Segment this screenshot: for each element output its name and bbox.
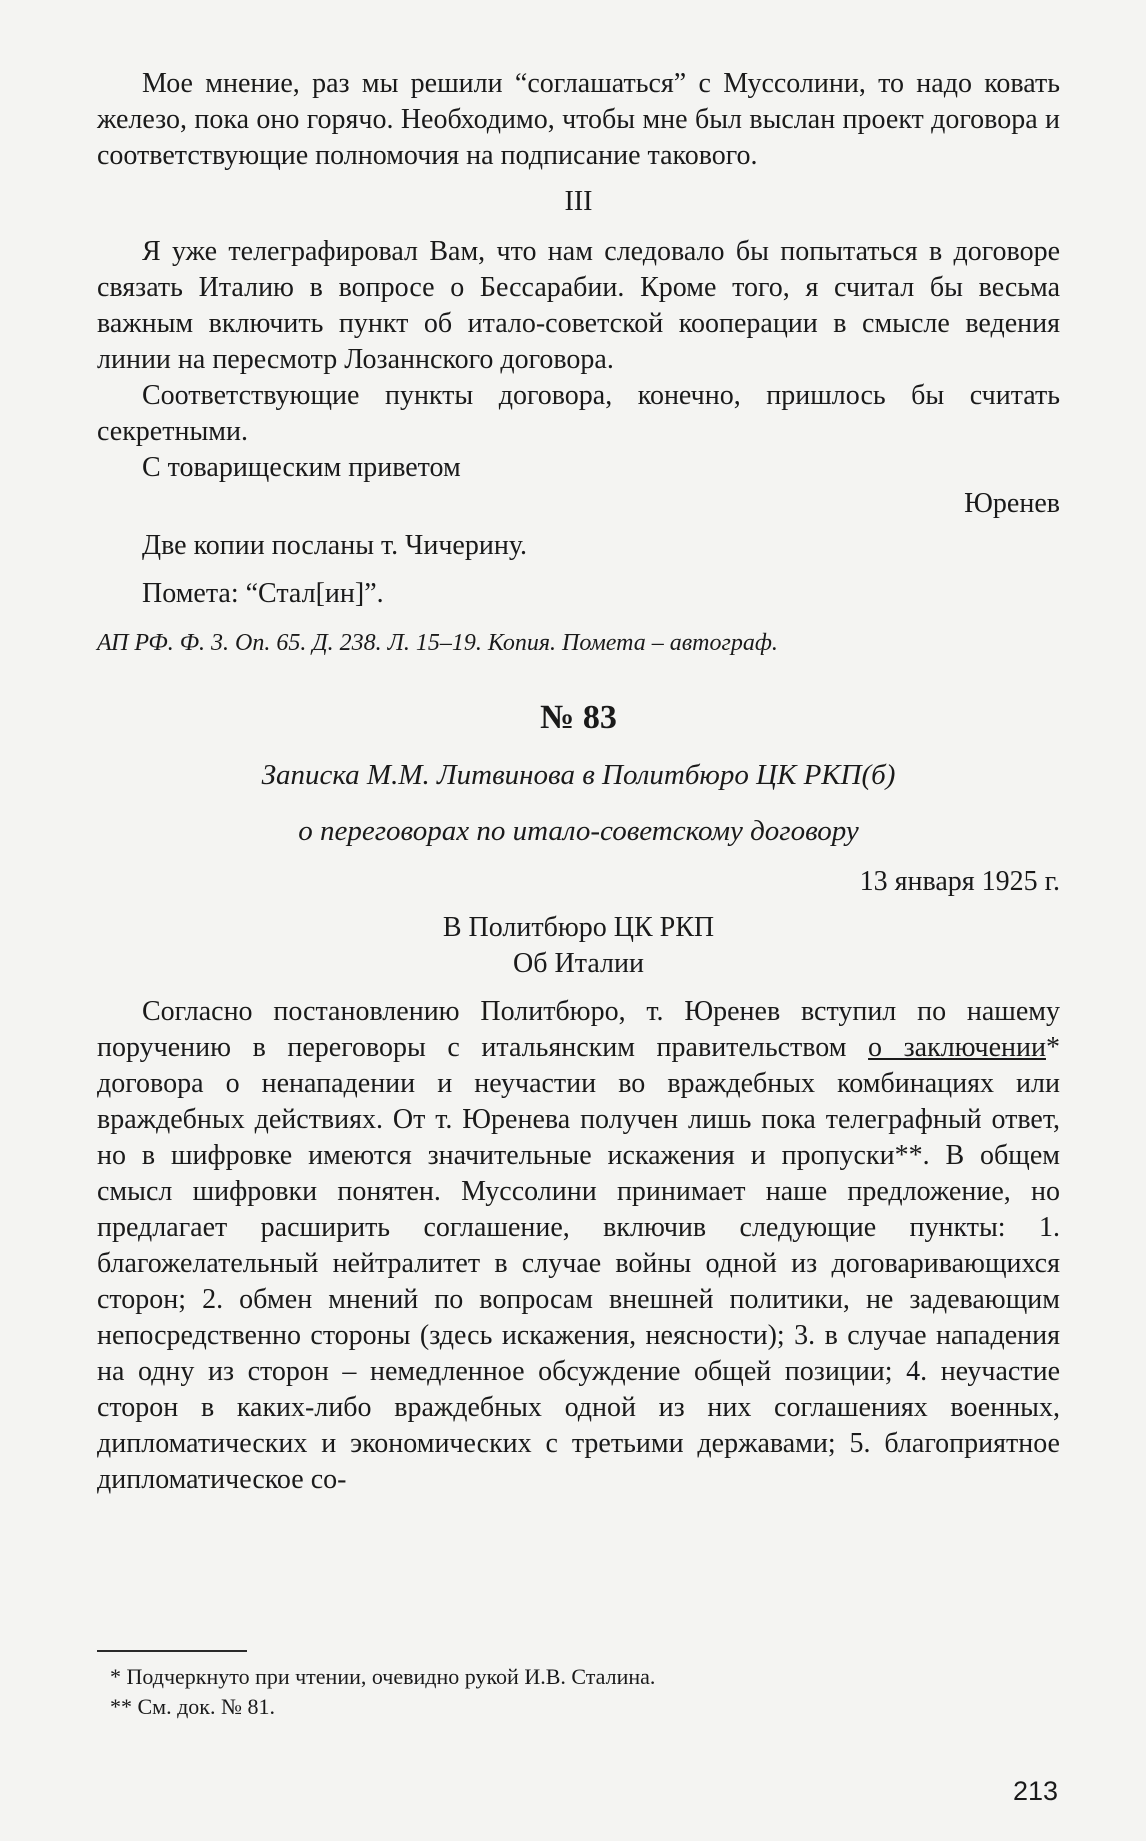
- stalin-note: Помета: “Стал[ин]”.: [142, 578, 384, 609]
- footnotes: [110, 1662, 1010, 1722]
- document-date: 13 января 1925 г.: [859, 866, 1060, 897]
- page-content: [97, 66, 1060, 1498]
- document-subject: Об Италии: [513, 948, 644, 979]
- section-heading: III: [564, 186, 593, 217]
- letter-paragraph-2: Я уже телеграфировал Вам, что нам следовало бы попытаться в договоре связать Италию в вопросе о Бессарабии. Кроме того, я считал бы весьма важным включить пункт об итало-советской кооперации в смысле ведения линии на пересмотр Лозаннского договора.: [97, 236, 1060, 375]
- letter-signature: Юренев: [964, 488, 1060, 519]
- underlined-phrase: о заключении: [868, 1032, 1046, 1063]
- letter-paragraph-3: Соответствующие пункты договора, конечно, пришлось бы считать секретными.: [97, 380, 1060, 447]
- copies-note: Две копии посланы т. Чичерину.: [142, 530, 528, 561]
- body-rest: * договора о ненападении и неучастии во враждебных комбинациях или враждебных действиях. От т. Юренева получен лишь пока телеграфный ответ, но в шифровке имеются значительные искажения и пропуски**. В общем смысл шифровки понятен. Муссолини принимает наше предложение, но предлагает расширить соглашение, включив следующие пункты: 1. благожелательный нейтралитет в случае войны одной из договаривающихся сторон; 2. обмен мнений по вопросам внешней политики, не задевающим непосредственно стороны (здесь искажения, неясности); 3. в случае нападения на одну из сторон – немедленное обсуждение общей позиции; 4. неучастие сторон в каких-либо враждебных одной из них соглашениях военных, дипломатических и экономических с третьими державами; 5. благоприятное дипломатическое со-: [97, 1032, 1060, 1495]
- document-number: № 83: [540, 699, 617, 736]
- letter-paragraph-1: Мое мнение, раз мы решили “соглашаться” с Муссолини, то надо ковать железо, пока оно горячо. Необходимо, чтобы мне был выслан проект договора и соответствующие полномочия на подписание такового.: [97, 68, 1060, 171]
- document-title-line-2: о переговорах по итало-советскому договору: [298, 815, 859, 847]
- archive-reference: АП РФ. Ф. 3. Оп. 65. Д. 238. Л. 15–19. Копия. Помета – автограф.: [97, 630, 778, 656]
- footnote-separator: [97, 1650, 247, 1652]
- document-title-line-1: Записка М.М. Литвинова в Политбюро ЦК РКП(б): [261, 759, 896, 791]
- footnote-1: * Подчеркнуто при чтении, очевидно рукой И.В. Сталина.: [110, 1664, 656, 1689]
- document-addressee: В Политбюро ЦК РКП: [442, 912, 715, 943]
- footnote-2: ** См. док. № 81.: [110, 1694, 275, 1719]
- page-number: 213: [1012, 1776, 1058, 1806]
- document-body: [97, 994, 1060, 1498]
- letter-greeting: С товарищеским приветом: [142, 452, 461, 483]
- body-start: Согласно постановлению Политбюро, т. Юренев вступил по нашему поручению в переговоры с итальянским правительством: [97, 996, 1060, 1063]
